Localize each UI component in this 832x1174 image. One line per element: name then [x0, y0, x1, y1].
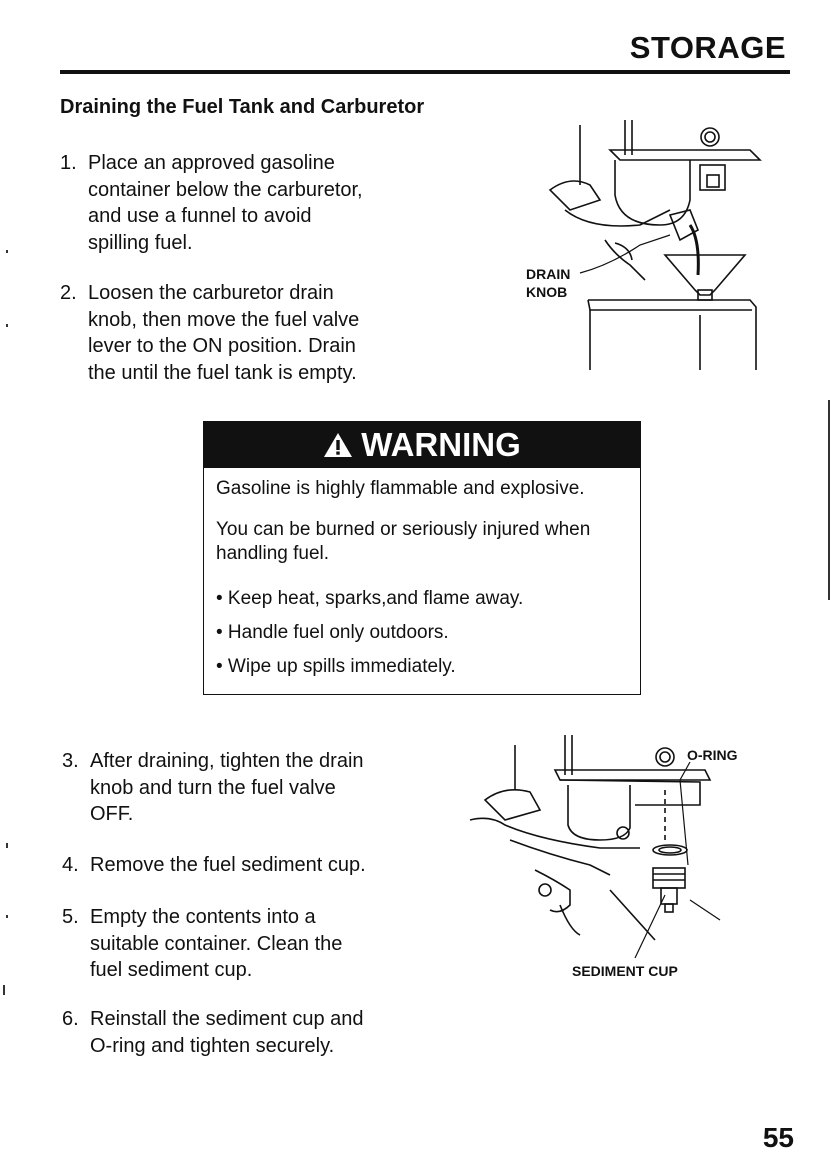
scan-edge-mark [828, 400, 830, 600]
step-text: Empty the contents into a suitable container. Clean the fuel sediment cup. [90, 906, 343, 981]
drain-knob-label-line1: DRAIN [526, 266, 571, 282]
o-ring-label: O-RING [687, 747, 738, 763]
warning-line-1: Gasoline is highly flammable and explosive. [216, 478, 585, 499]
scan-speck [3, 985, 5, 995]
step-number: 2. [60, 282, 77, 304]
sediment-cup-label: SEDIMENT CUP [572, 963, 678, 979]
title-rule [60, 70, 790, 74]
step-number: 6. [62, 1008, 79, 1030]
step-2 [60, 280, 359, 386]
warning-box [203, 421, 641, 695]
page-heading: Draining the Fuel Tank and Carburetor [60, 96, 425, 118]
step-1 [60, 150, 363, 256]
step-text: Reinstall the sediment cup and O-ring and tighten securely. [90, 1008, 364, 1057]
warning-title: WARNING [361, 426, 521, 463]
warning-line-2: You can be burned or seriously injured when handling fuel. [216, 519, 591, 564]
carburetor-drain-illustration [520, 115, 770, 375]
warning-header [204, 422, 640, 468]
page-number: 55 [762, 1122, 794, 1153]
sediment-cup-illustration [460, 730, 750, 970]
step-3 [62, 748, 364, 828]
section-title: STORAGE [629, 30, 786, 65]
step-number: 5. [62, 906, 79, 928]
step-text: After draining, tighten the drain knob and turn the fuel valve OFF. [90, 750, 364, 825]
scan-speck [6, 843, 8, 848]
step-6 [62, 1006, 364, 1059]
warning-triangle-icon [323, 431, 353, 459]
drain-knob-label-line2: KNOB [526, 284, 568, 300]
step-5 [62, 904, 342, 984]
warning-bullet-1: • Keep heat, sparks,and flame away. [216, 588, 524, 609]
step-text: Loosen the carburetor drain knob, then move the fuel valve lever to the ON position. Drain the until the fuel tank is empty. [88, 282, 360, 384]
step-number: 4. [62, 854, 79, 876]
step-text: Place an approved gasoline container below the carburetor, and use a funnel to avoid spilling fuel. [88, 152, 363, 254]
scan-speck [6, 250, 8, 253]
step-number: 1. [60, 152, 77, 174]
warning-bullet-2: • Handle fuel only outdoors. [216, 622, 449, 643]
scan-speck [6, 915, 8, 918]
scan-speck [6, 324, 8, 327]
step-text: Remove the fuel sediment cup. [90, 854, 366, 876]
warning-bullet-3: • Wipe up spills immediately. [216, 656, 456, 677]
step-4 [62, 852, 366, 879]
step-number: 3. [62, 750, 79, 772]
